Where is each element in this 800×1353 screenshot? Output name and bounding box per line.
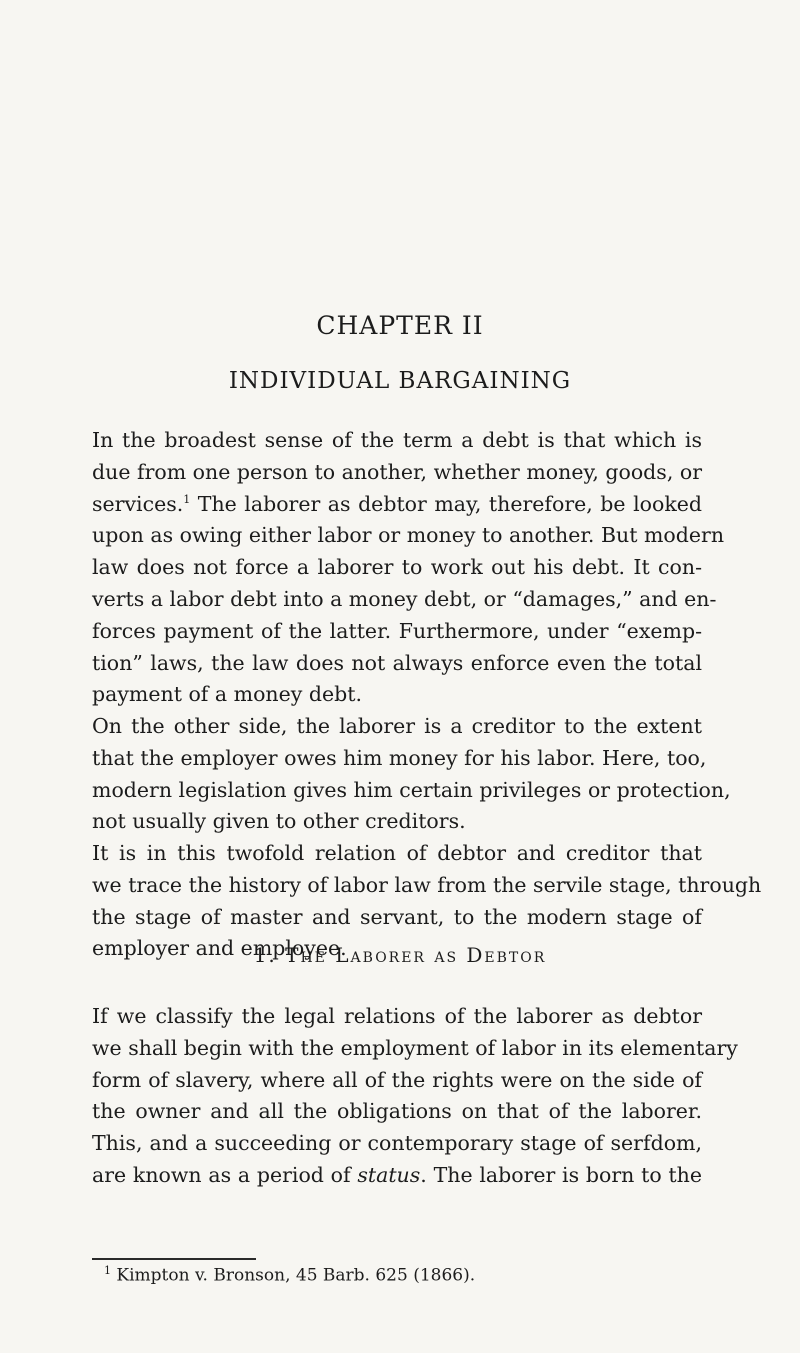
footnote-rule [92, 1258, 256, 1260]
text-line: verts a labor debt into a money debt, or “damages,” and en- [92, 586, 717, 611]
text-line: If we classify the legal relations of the laborer as debtor [92, 1004, 702, 1028]
text-line: employer and employee. [92, 936, 347, 961]
text-line: payment of a money debt. [92, 682, 362, 707]
text-line: upon as owing either labor or money to another. But modern [92, 523, 725, 548]
text-line: the owner and all the obligations on that of the laborer. [92, 1099, 702, 1124]
text-line: form of slavery, where all of the rights were on the side of [92, 1067, 702, 1092]
text-line: This, and a succeeding or contemporary stage of serfdom, [92, 1131, 702, 1156]
paragraph-2 [92, 711, 731, 838]
text-line: tion” laws, the law does not always enforce even the total [92, 650, 702, 675]
text-line: forces payment of the latter. Furthermore, under “exemp- [92, 618, 702, 643]
text-line: On the other side, the laborer is a creditor to the extent [92, 714, 702, 738]
chapter-heading: CHAPTER II [316, 311, 484, 340]
footnote [104, 1264, 475, 1286]
text-line: law does not force a laborer to work out his debt. It con- [92, 555, 702, 580]
footnote-text: Kimpton v. Bronson, 45 Barb. 625 (1866). [116, 1265, 476, 1286]
text-line: that the employer owes him money for his labor. Here, too, [92, 745, 707, 770]
text-line: It is in this twofold relation of debtor and creditor that [92, 841, 702, 865]
text-line [92, 489, 702, 521]
paragraph-1 [92, 425, 725, 711]
text-line: In the broadest sense of the term a debt is that which is [92, 428, 702, 452]
text-line-start: services. [92, 491, 184, 516]
text-line: we shall begin with the employment of labor in its elementary [92, 1035, 738, 1060]
text-line: the stage of master and servant, to the modern stage of [92, 904, 702, 929]
footnote-reference[interactable]: 1 [183, 492, 191, 506]
paragraph-4 [92, 1001, 738, 1192]
text-line: not usually given to other creditors. [92, 809, 466, 834]
text-line-rest: . The laborer is born to the [420, 1162, 702, 1187]
text-line: we trace the history of labor law from the servile stage, through [92, 872, 762, 897]
footnote-marker: 1 [104, 1264, 111, 1277]
paragraph-3 [92, 838, 702, 870]
text-line [92, 1160, 702, 1192]
chapter-title: INDIVIDUAL BARGAINING [228, 368, 572, 394]
text-line: due from one person to another, whether money, goods, or [92, 459, 702, 484]
text-line: modern legislation gives him certain privileges or protection, [92, 777, 731, 802]
section-heading: 1. The Laborer as Debtor [253, 943, 547, 967]
italic-term: status [357, 1162, 421, 1187]
text-line-start: are known as a period of [92, 1162, 358, 1187]
text-line-rest: The laborer as debtor may, therefore, be looked [190, 491, 702, 516]
